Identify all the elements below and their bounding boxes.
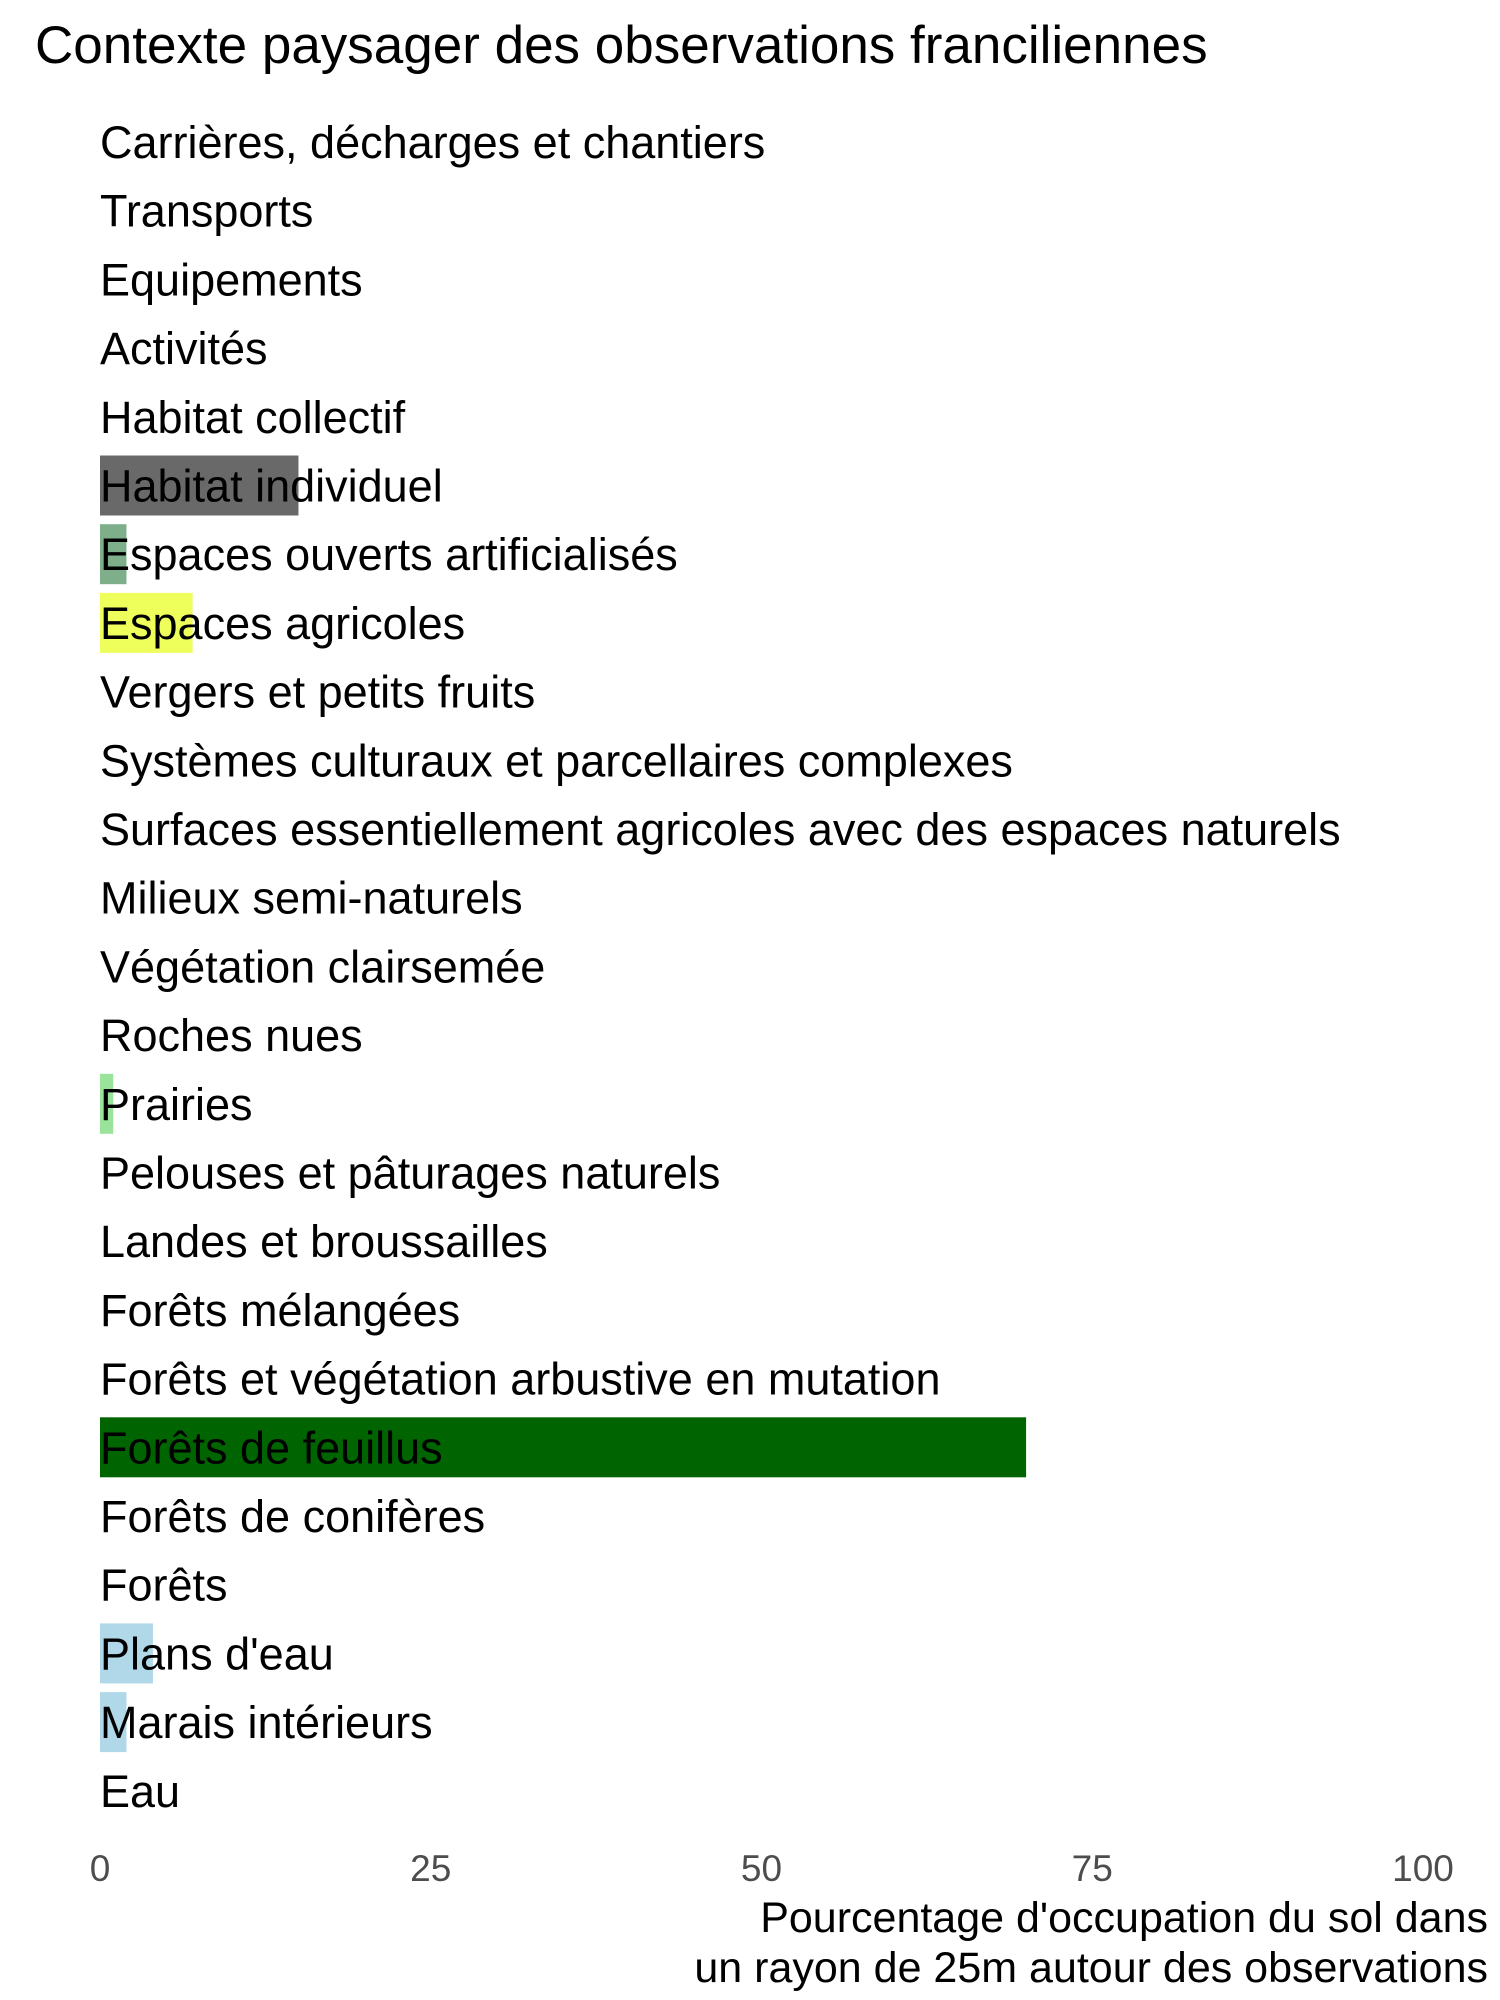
category-label: Marais intérieurs <box>100 1697 433 1749</box>
category-label: Roches nues <box>100 1010 363 1062</box>
category-label: Activités <box>100 323 268 375</box>
category-label: Forêts mélangées <box>100 1284 461 1336</box>
category-label: Pelouses et pâturages naturels <box>100 1147 721 1199</box>
x-axis-title-line-2: un rayon de 25m autour des observations <box>694 1944 1488 1992</box>
category-label: Equipements <box>100 254 363 306</box>
category-label: Transports <box>100 185 314 237</box>
category-label: Forêts et végétation arbustive en mutation <box>100 1353 941 1405</box>
category-labels <box>100 117 1341 1817</box>
category-label: Habitat individuel <box>100 460 443 512</box>
category-label: Forêts <box>100 1559 228 1611</box>
x-axis-title-line-1: Pourcentage d'occupation du sol dans <box>760 1894 1488 1942</box>
category-label: Milieux semi-naturels <box>100 872 523 924</box>
x-tick-label: 75 <box>1071 1848 1113 1889</box>
category-label: Forêts de feuillus <box>100 1422 443 1474</box>
category-label: Prairies <box>100 1078 253 1130</box>
category-label: Espaces ouverts artificialisés <box>100 529 678 581</box>
category-label: Végétation clairsemée <box>100 941 546 993</box>
x-tick-label: 100 <box>1392 1848 1454 1889</box>
category-label: Habitat collectif <box>100 391 406 443</box>
category-label: Systèmes culturaux et parcellaires complexes <box>100 735 1013 787</box>
category-label: Vergers et petits fruits <box>100 666 536 718</box>
x-axis-ticks <box>90 1848 1454 1889</box>
category-label: Carrières, décharges et chantiers <box>100 117 766 168</box>
x-tick-label: 0 <box>89 1848 111 1889</box>
category-label: Forêts de conifères <box>100 1491 486 1542</box>
category-label: Surfaces essentiellement agricoles avec des espaces naturels <box>100 804 1341 855</box>
category-label: Eau <box>100 1765 181 1817</box>
x-tick-label: 25 <box>410 1848 452 1889</box>
chart-title: Contexte paysager des observations franciliennes <box>35 16 1208 75</box>
category-label: Landes et broussailles <box>100 1216 548 1268</box>
category-label: Espaces agricoles <box>100 597 466 649</box>
category-label: Plans d'eau <box>100 1628 334 1680</box>
x-tick-label: 50 <box>740 1848 783 1889</box>
